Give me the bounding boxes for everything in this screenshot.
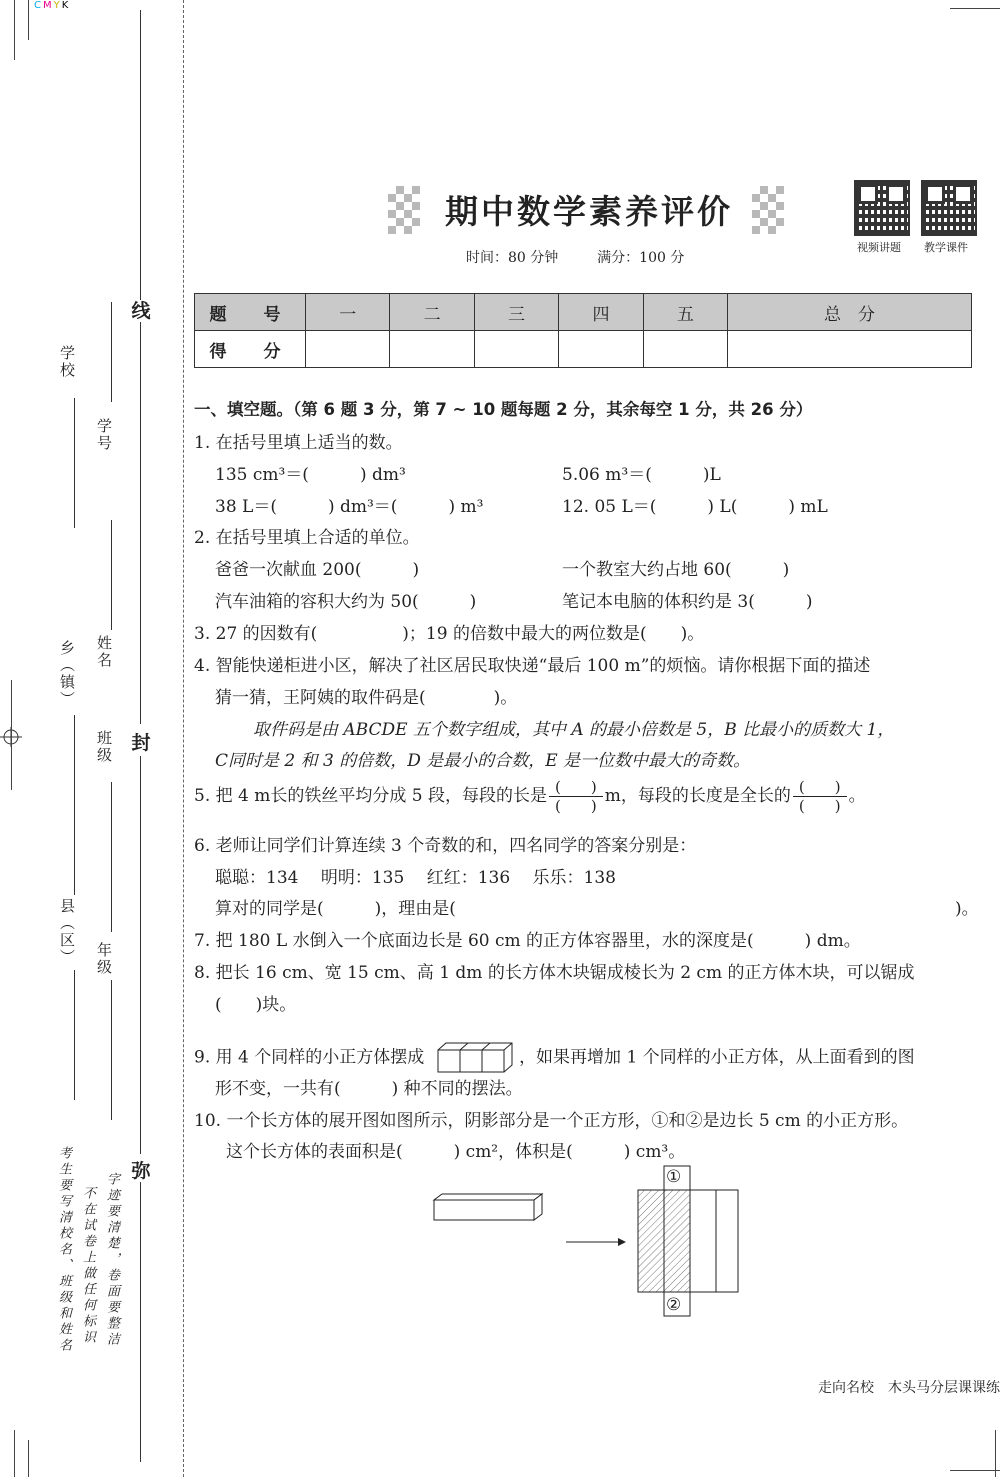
qr-code-video[interactable] — [854, 180, 910, 236]
q5-fraction-2: $\frac{( )}{( )}$ — [793, 778, 847, 815]
score-cell[interactable] — [728, 331, 972, 368]
q2-b: 一个教室大约占地 60( ) — [562, 560, 790, 580]
crop-mark — [995, 1430, 996, 1477]
class-blank[interactable] — [111, 782, 112, 932]
name-label: 姓名 — [95, 635, 113, 669]
q4-line-4: C同时是 2 和 3 的倍数，D 是最小的合数，E 是一位数中最大的奇数。 — [215, 751, 751, 771]
net-label-1: ① — [666, 1167, 682, 1187]
q9-line-2: 形不变，一共有( ) 种不同的摆法。 — [215, 1079, 523, 1099]
exam-meta — [466, 247, 684, 267]
footer-brand: 走向名校 木头马分层课课练 — [818, 1380, 1000, 1396]
q6-line-3-end: )。 — [955, 899, 979, 919]
score-col-label: 题 号 — [195, 294, 306, 331]
crop-mark — [950, 8, 1000, 9]
county-label: 县（区） — [58, 898, 76, 966]
section-title: 一、填空题。（第 6 题 3 分，第 7 ~ 10 题每题 2 分，其余每空 1 分，共 26 分） — [194, 400, 813, 419]
q1-a: 135 cm³＝( ) dm³ — [215, 465, 406, 485]
score-col-3: 三 — [474, 294, 558, 331]
title-decoration-right — [752, 186, 784, 234]
exam-time: 时间：80 分钟 — [466, 250, 559, 266]
score-col-total: 总 分 — [728, 294, 972, 331]
seal-char-feng: 封 — [131, 732, 151, 754]
school-label: 学校 — [58, 345, 76, 379]
notice-line-1: 考生要写清校名、班级和姓名 — [56, 1146, 71, 1354]
crop-mark — [14, 1430, 15, 1477]
grade-label: 年级 — [95, 942, 113, 976]
q10-figure — [430, 1164, 750, 1324]
q9-line-1 — [194, 1038, 915, 1078]
q2-d: 笔记本电脑的体积约是 3( ) — [562, 592, 813, 612]
crop-mark — [950, 1470, 1000, 1471]
q1-d: 12. 05 L＝( ) L( ) mL — [562, 497, 828, 517]
notice-line-3: 字迹要清楚，卷面要整洁 — [104, 1172, 119, 1348]
q2-stem: 2. 在括号里填上合适的单位。 — [194, 528, 420, 548]
school-blank[interactable] — [74, 398, 75, 528]
q1-b: 5.06 m³＝( )L — [562, 465, 721, 485]
title-decoration-left — [388, 186, 420, 234]
page-title: 期中数学素养评价 — [445, 192, 733, 231]
q7: 7. 把 180 L 水倒入一个底面边长是 60 cm 的正方体容器里，水的深度是( ) dm。 — [194, 931, 861, 951]
arrow-icon — [566, 1238, 626, 1246]
net-label-2: ② — [666, 1295, 682, 1315]
q5-end: 。 — [848, 786, 866, 806]
q6-line-1: 6. 老师让同学们计算连续 3 个奇数的和，四名同学的答案分别是： — [194, 836, 697, 856]
seal-line — [140, 756, 141, 1154]
cut-dashed-line — [183, 0, 184, 1477]
score-col-5: 五 — [643, 294, 727, 331]
q6-line-2: 聪聪：134 明明：135 红红：136 乐乐：138 — [215, 868, 617, 888]
seal-char-xian: 线 — [131, 300, 151, 322]
grade-blank[interactable] — [111, 980, 112, 1120]
q9-pre: 9. 用 4 个同样的小正方体摆成 — [194, 1047, 425, 1068]
seal-line — [140, 10, 141, 300]
notice-line-2: 不在试卷上做任何标识 — [80, 1186, 95, 1346]
q5-mid: m，每段的长度是全长的 — [604, 786, 791, 806]
score-cell[interactable] — [643, 331, 727, 368]
crop-mark — [11, 680, 12, 790]
unfolded-net — [638, 1166, 738, 1316]
q4-line-3: 取件码是由 ABCDE 五个数字组成，其中 A 的最小倍数是 5，B 比最小的质数大 1， — [253, 720, 895, 740]
q5-fraction-1: $\frac{( )}{( )}$ — [549, 778, 603, 815]
score-cell[interactable] — [390, 331, 474, 368]
q10-line-2: 这个长方体的表面积是( ) cm²，体积是( ) cm³。 — [226, 1142, 686, 1162]
q5-pre: 5. 把 4 m长的铁丝平均分成 5 段，每段的长是 — [194, 786, 547, 806]
q1-stem: 1. 在括号里填上适当的数。 — [194, 433, 403, 453]
score-table-header-row — [195, 294, 972, 331]
q5 — [194, 778, 866, 815]
qr-label-courseware: 教学课件 — [924, 241, 968, 254]
qr-code-courseware[interactable] — [921, 180, 977, 236]
seal-char-mi: 弥 — [131, 1160, 151, 1182]
q3: 3. 27 的因数有( )；19 的倍数中最大的两位数是( )。 — [194, 624, 705, 644]
score-table — [194, 293, 972, 368]
town-label: 乡（镇） — [58, 640, 76, 708]
student-id-label: 学号 — [95, 418, 113, 452]
q2-c: 汽车油箱的容积大约为 50( ) — [215, 592, 477, 612]
score-cell[interactable] — [559, 331, 643, 368]
q4-line-2: 猜一猜，王阿姨的取件码是( )。 — [215, 688, 518, 708]
cuboid-figure — [434, 1194, 542, 1220]
q9-cubes-figure — [430, 1038, 514, 1078]
q8-line-1: 8. 把长 16 cm、宽 15 cm、高 1 dm 的长方体木块锯成棱长为 2 cm 的正方体木块，可以锯成 — [194, 963, 915, 983]
exam-full-score: 满分：100 分 — [597, 250, 685, 266]
score-table-score-row — [195, 331, 972, 368]
q10-line-1: 10. 一个长方体的展开图如图所示，阴影部分是一个正方形，①和②是边长 5 cm 的小正方形。 — [194, 1111, 909, 1131]
score-cell[interactable] — [474, 331, 558, 368]
crop-mark — [28, 0, 29, 40]
crop-mark — [14, 0, 15, 60]
name-blank[interactable] — [111, 520, 112, 630]
seal-line — [140, 322, 141, 724]
town-blank[interactable] — [74, 715, 75, 895]
registration-mark — [0, 725, 24, 749]
q8-line-2: ( )块。 — [215, 995, 297, 1015]
q9-post: ，如果再增加 1 个同样的小正方体，从上面看到的图 — [519, 1047, 915, 1068]
class-label: 班级 — [95, 730, 113, 764]
score-col-2: 二 — [390, 294, 474, 331]
q6-line-3: 算对的同学是( )，理由是( — [215, 899, 456, 919]
score-cell[interactable] — [306, 331, 390, 368]
q4-line-1: 4. 智能快递柜进小区，解决了社区居民取快递“最后 100 m”的烦恼。请你根据下面的描述 — [194, 656, 871, 676]
cmyk-mark: CMYK — [34, 0, 71, 11]
county-blank[interactable] — [74, 970, 75, 1100]
score-col-1: 一 — [306, 294, 390, 331]
qr-label-video: 视频讲题 — [857, 241, 901, 254]
q1-c: 38 L＝( ) dm³＝( ) m³ — [215, 497, 484, 517]
seal-line — [140, 1182, 141, 1462]
q2-a: 爸爸一次献血 200( ) — [215, 560, 420, 580]
student-id-blank[interactable] — [111, 302, 112, 402]
score-col-4: 四 — [559, 294, 643, 331]
score-row-label: 得 分 — [195, 331, 306, 368]
crop-mark — [28, 1440, 29, 1477]
